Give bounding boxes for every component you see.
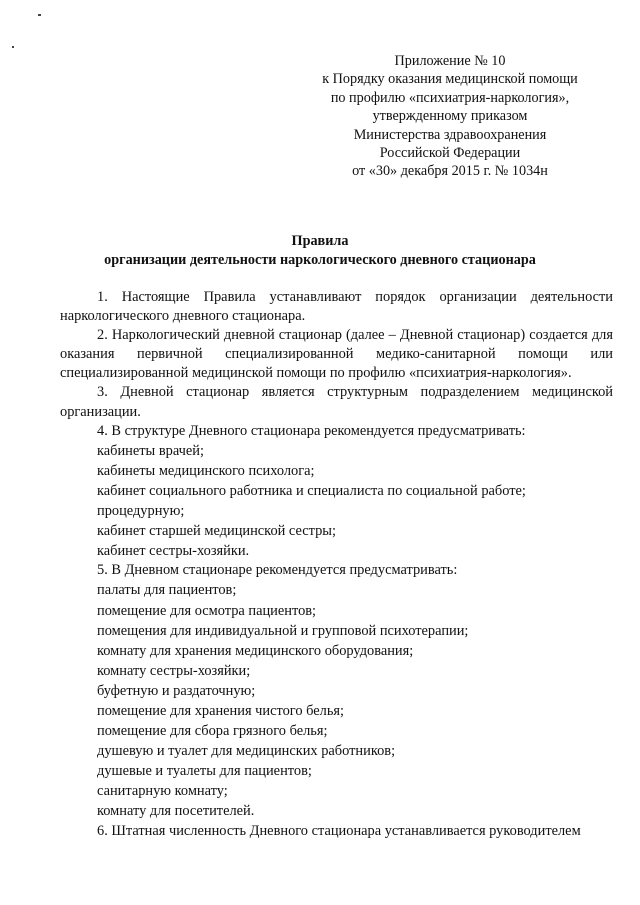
list-5	[60, 580, 613, 821]
list-item: помещение для осмотра пациентов;	[97, 602, 317, 619]
list-item: душевую и туалет для медицинских работников;	[97, 743, 396, 760]
list-item: кабинеты врачей;	[97, 442, 204, 459]
document-body	[60, 288, 613, 841]
list-item: помещения для индивидуальной и групповой психотерапии;	[97, 622, 469, 639]
paragraph-5: 5. В Дневном стационаре рекомендуется предусматривать:	[97, 562, 458, 579]
list-4	[60, 441, 613, 562]
list-item: буфетную и раздаточную;	[97, 682, 256, 699]
appendix-line: утвержденному приказом	[372, 108, 528, 125]
list-item: кабинет сестры-хозяйки.	[97, 543, 250, 560]
paragraph-6: 6. Штатная численность Дневного стационара устанавливается руководителем	[97, 822, 581, 839]
list-item: кабинет социального работника и специалиста по социальной работе;	[97, 482, 526, 499]
appendix-line: Российской Федерации	[379, 145, 521, 162]
list-item: помещение для сбора грязного белья;	[97, 723, 328, 740]
list-item: кабинет старшей медицинской сестры;	[97, 523, 336, 540]
list-item: помещение для хранения чистого белья;	[97, 702, 345, 719]
appendix-line: Министерства здравоохранения	[353, 126, 547, 143]
list-item: душевые и туалеты для пациентов;	[97, 763, 312, 780]
appendix-line: к Порядку оказания медицинской помощи	[322, 71, 578, 88]
paragraph-1: 1. Настоящие Правила устанавливают порядок организации деятельности наркологического дневного стационара.	[60, 289, 613, 325]
paragraph-2: 2. Наркологический дневной стационар (далее – Дневной стационар) создается для оказания первичной специализированной медико-санитарной помощи или специализированной медицинской помощи по профилю «психиатрия-наркология».	[60, 327, 613, 382]
paragraph-3: 3. Дневной стационар является структурным подразделением медицинской организации.	[60, 384, 613, 420]
list-item: процедурную;	[97, 503, 185, 520]
list-item: комнату сестры-хозяйки;	[97, 662, 251, 679]
appendix-line: по профилю «психиатрия-наркология»,	[330, 89, 570, 106]
title-line-1: Правила	[291, 233, 349, 249]
scan-mark	[38, 14, 41, 16]
document-title	[60, 232, 580, 270]
list-item: комнату для посетителей.	[97, 803, 255, 820]
list-item: кабинеты медицинского психолога;	[97, 462, 315, 479]
list-item: санитарную комнату;	[97, 783, 228, 800]
list-item: палаты для пациентов;	[97, 582, 237, 599]
appendix-line: Приложение № 10	[394, 53, 506, 69]
list-item: комнату для хранения медицинского оборудования;	[97, 642, 414, 659]
paragraph-4: 4. В структуре Дневного стационара рекомендуется предусматривать:	[97, 422, 526, 439]
scan-mark	[12, 46, 14, 48]
title-line-2: организации деятельности наркологического дневного стационара	[104, 252, 536, 268]
appendix-header	[300, 52, 600, 181]
appendix-line: от «30» декабря 2015 г. № 1034н	[352, 163, 548, 180]
